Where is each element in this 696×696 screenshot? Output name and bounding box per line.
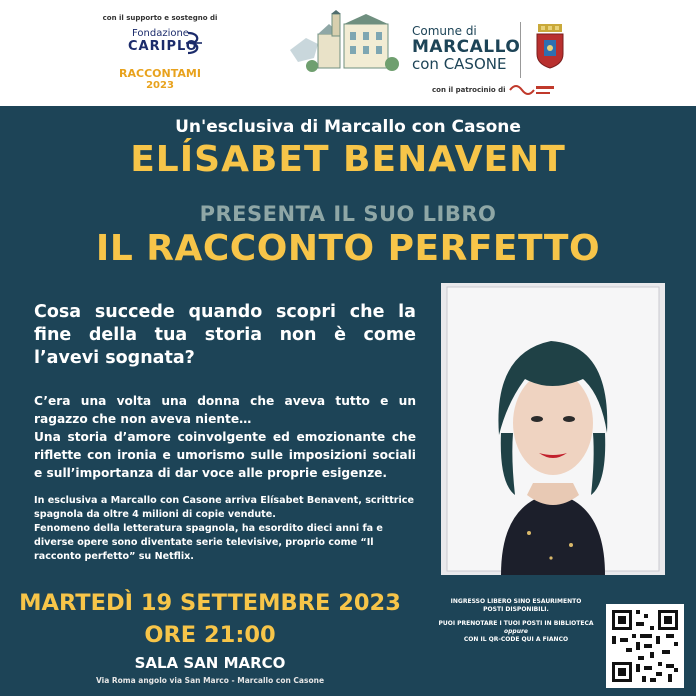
raccontami-text: RACCONTAMI [119,67,201,80]
town-illustration-icon [288,10,400,76]
book-title: IL RACCONTO PERFETTO [95,228,601,269]
booking-info [436,598,596,644]
synopsis-paragraph-2: Una storia d’amore coinvolgente ed emozionante che riflette con ironia e umorismo sulle imposizioni sociali e sull’importanza di dar voce alle proprie esigenze. [34,430,416,480]
hook-question: Cosa succede quando scopri che la fine della tua storia non è come l’avevi sognata? [34,302,416,368]
author-bio [34,494,416,564]
cariplo-text: CARIPLO [128,39,198,54]
bio-paragraph-2: Fenomeno della letteratura spagnola, ha esordito dieci anni fa e diverse opere sono diventate serie televisive, proprio come “Il racconto perfetto” su Netflix. [34,523,383,562]
synopsis-paragraph-1: C’era una volta una donna che aveva tutto e un ragazzo che non aveva niente… [34,394,416,426]
fondazione-text: Fondazione [132,28,189,39]
event-venue: SALA SAN MARCO [134,654,286,672]
cariplo-logo-icon [180,30,206,56]
logo-divider [520,22,521,78]
booking-line-5: CON IL QR-CODE QUI A FIANCO [463,636,569,643]
comune-line-1: Comune di [412,24,477,38]
booking-line-4: oppure [503,628,528,635]
patrocinio-label: con il patrocinio di [432,86,506,94]
booking-line-3: PUOI PRENOTARE I TUOI POSTI IN BIBLIOTECA [438,620,594,627]
author-portrait-book-cover [441,283,665,575]
author-name: ELÍSABET BENAVENT [130,139,566,180]
comune-line-2: MARCALLO [412,37,521,57]
exclusive-line: Un'esclusiva di Marcallo con Casone [175,117,521,137]
qr-code-icon[interactable] [606,604,684,688]
synopsis [34,392,416,482]
fondazione-per-leggere-logo-icon [506,80,556,100]
presenta-line: PRESENTA IL SUO LIBRO [199,202,497,226]
booking-line-2: POSTI DISPONIBILI. [483,606,549,613]
comune-crest-icon [534,24,566,70]
raccontami-year: 2023 [146,80,174,91]
event-date: MARTEDÌ 19 SETTEMBRE 2023 [19,590,401,616]
event-address: Via Roma angolo via San Marco - Marcallo con Casone [95,676,325,685]
bio-paragraph-1: In esclusiva a Marcallo con Casone arriva Elísabet Benavent, scrittrice spagnola da oltre 4 milioni di copie vendute. [34,495,414,520]
event-time: ORE 21:00 [144,622,276,648]
raccontami-logo [100,68,220,92]
comune-line-3: con CASONE [412,55,507,73]
booking-line-1: INGRESSO LIBERO SINO ESAURIMENTO [450,598,582,605]
comune-logo [412,24,521,73]
support-label: con il supporto e sostegno di [102,14,218,22]
